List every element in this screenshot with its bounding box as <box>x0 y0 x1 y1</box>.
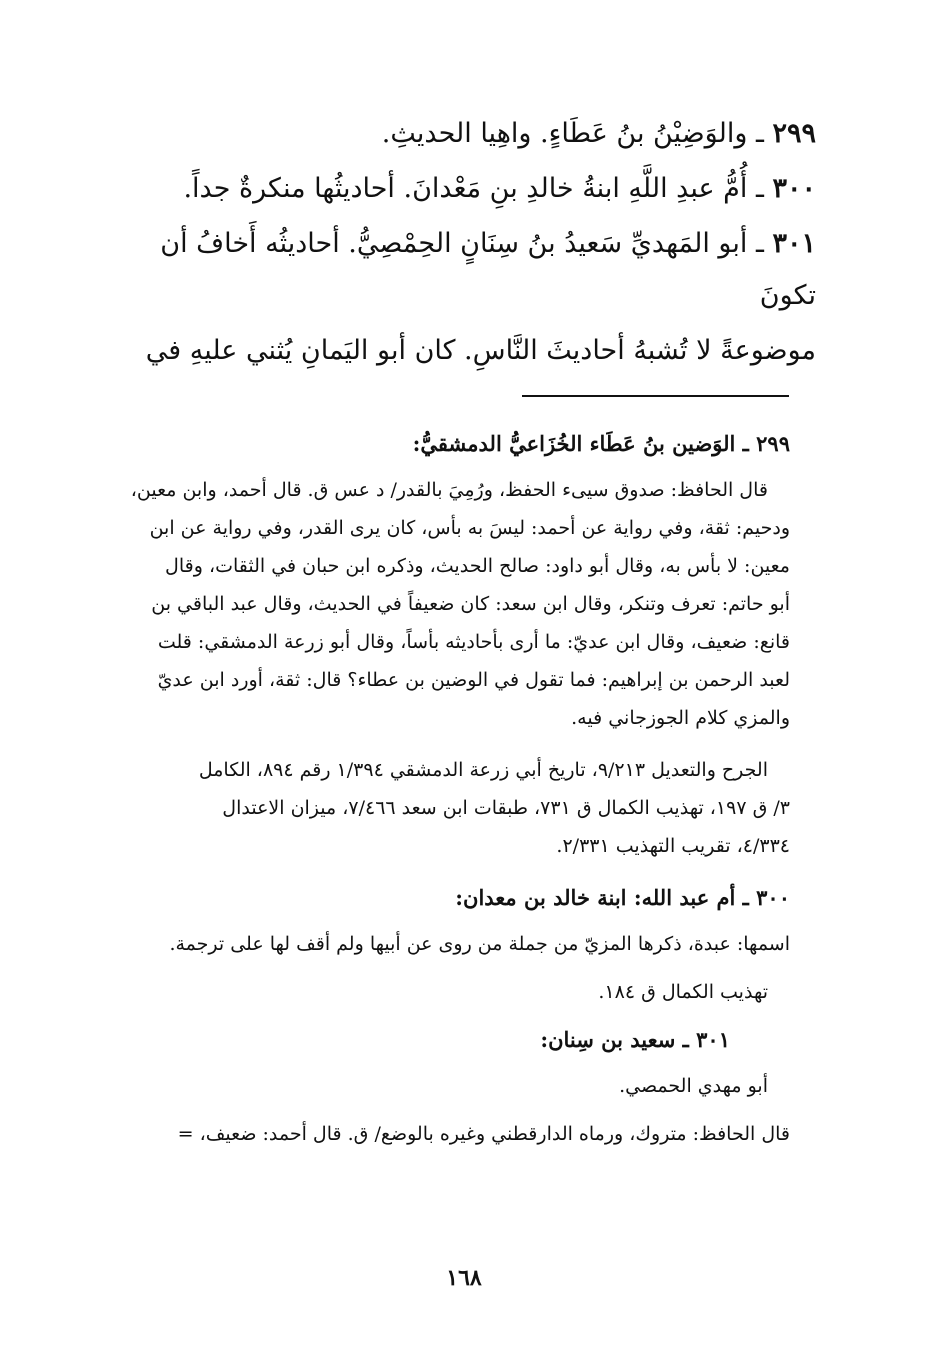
entry-text: ـ أُمُّ عبدِ اللَّهِ ابنةُ خالدِ بنِ مَعْدانَ. أحاديثُها منكرةٌ جداً. <box>183 173 764 204</box>
reference-line: الجرح والتعديل ٩/٢١٣، تاريخ أبي زرعة الدمشقي ١/٣٩٤ رقم ٨٩٤، الكامل <box>198 759 768 781</box>
reference-line: ٣/ ق ١٩٧، تهذيب الكمال ق ٧٣١، طبقات ابن سعد ٧/٤٦٦، ميزان الاعتدال <box>222 797 790 819</box>
note-300-reference: تهذيب الكمال ق ١٨٤. <box>598 981 768 1003</box>
note-299-body <box>90 471 790 737</box>
note-line: أبو حاتم: تعرف وتنكر، وقال ابن سعد: كان ضعيفاً في الحديث، وقال عبد الباقي بن <box>151 593 790 615</box>
entry-300 <box>104 163 816 215</box>
note-301-subtitle: أبو مهدي الحمصي. <box>619 1075 768 1097</box>
note-301-body: قال الحافظ: متروك، ورماه الدارقطني وغيره بالوضع/ ق. قال أحمد: ضعيف، = <box>177 1123 790 1145</box>
entry-301 <box>104 218 816 322</box>
entry-text: ـ والوَضِيْنُ بنُ عَطَاءٍ. واهِيا الحديثِ. <box>381 118 764 149</box>
note-line: قانع: ضعيف، وقال ابن عديّ: ما أرى بأحاديثه بأساً، وقال أبو زرعة الدمشقي: قلت <box>157 631 790 653</box>
main-text <box>104 108 816 380</box>
note-301-heading: ٣٠١ ـ سعيد بن سِنان: <box>540 1027 730 1052</box>
footnotes <box>90 425 790 1153</box>
entry-301-continued: موضوعةً لا تُشبهُ أحاديثَ النَّاسِ. كان أبو اليَمانِ يُثني عليهِ في <box>145 335 816 366</box>
entry-299 <box>104 108 816 160</box>
entry-number: ٣٠١ <box>772 228 816 259</box>
note-299-heading: ٢٩٩ ـ الوَضين بنُ عَطَاء الخُزَاعيُّ الدمشقيُّ: <box>412 431 790 456</box>
entry-number: ٣٠٠ <box>772 173 816 204</box>
reference-line: ٤/٣٣٤، تقريب التهذيب ٢/٣٣١. <box>556 835 790 857</box>
entry-number: ٢٩٩ <box>772 118 816 149</box>
page-number: ١٦٨ <box>446 1265 482 1291</box>
note-line: لعبد الرحمن بن إبراهيم: فما تقول في الوضين بن عطاء؟ قال: ثقة، أورد ابن عديّ <box>157 669 790 691</box>
note-line: ودحيم: ثقة، وفي رواية عن أحمد: ليسَ به بأس، كان يرى القدر، وفي رواية عن ابن <box>149 517 790 539</box>
note-line: والمزي كلام الجوزجاني فيه. <box>571 707 790 729</box>
entry-text: ـ أبو المَهديِّ سَعيدُ بنُ سِنَانٍ الحِمْصِيُّ. أحاديثُه أَخافُ أن تكونَ <box>160 228 816 311</box>
note-300-body: اسمها: عبدة، ذكرها المزيّ من جملة من روى عن أبيها ولم أقف لها على ترجمة. <box>169 933 790 955</box>
note-300-heading: ٣٠٠ ـ أم عبد الله: ابنة خالد بن معدان: <box>455 885 790 910</box>
note-line: قال الحافظ: صدوق سيىء الحفظ، ورُمِيَ بالقدر/ د عس ق. قال أحمد، وابن معين، <box>130 479 768 501</box>
note-line: معين: لا بأس به، وقال أبو داود: صالح الحديث، وذكره ابن حبان في الثقات، وقال <box>165 555 790 577</box>
note-299-references <box>90 751 790 865</box>
footnote-divider <box>522 395 789 397</box>
